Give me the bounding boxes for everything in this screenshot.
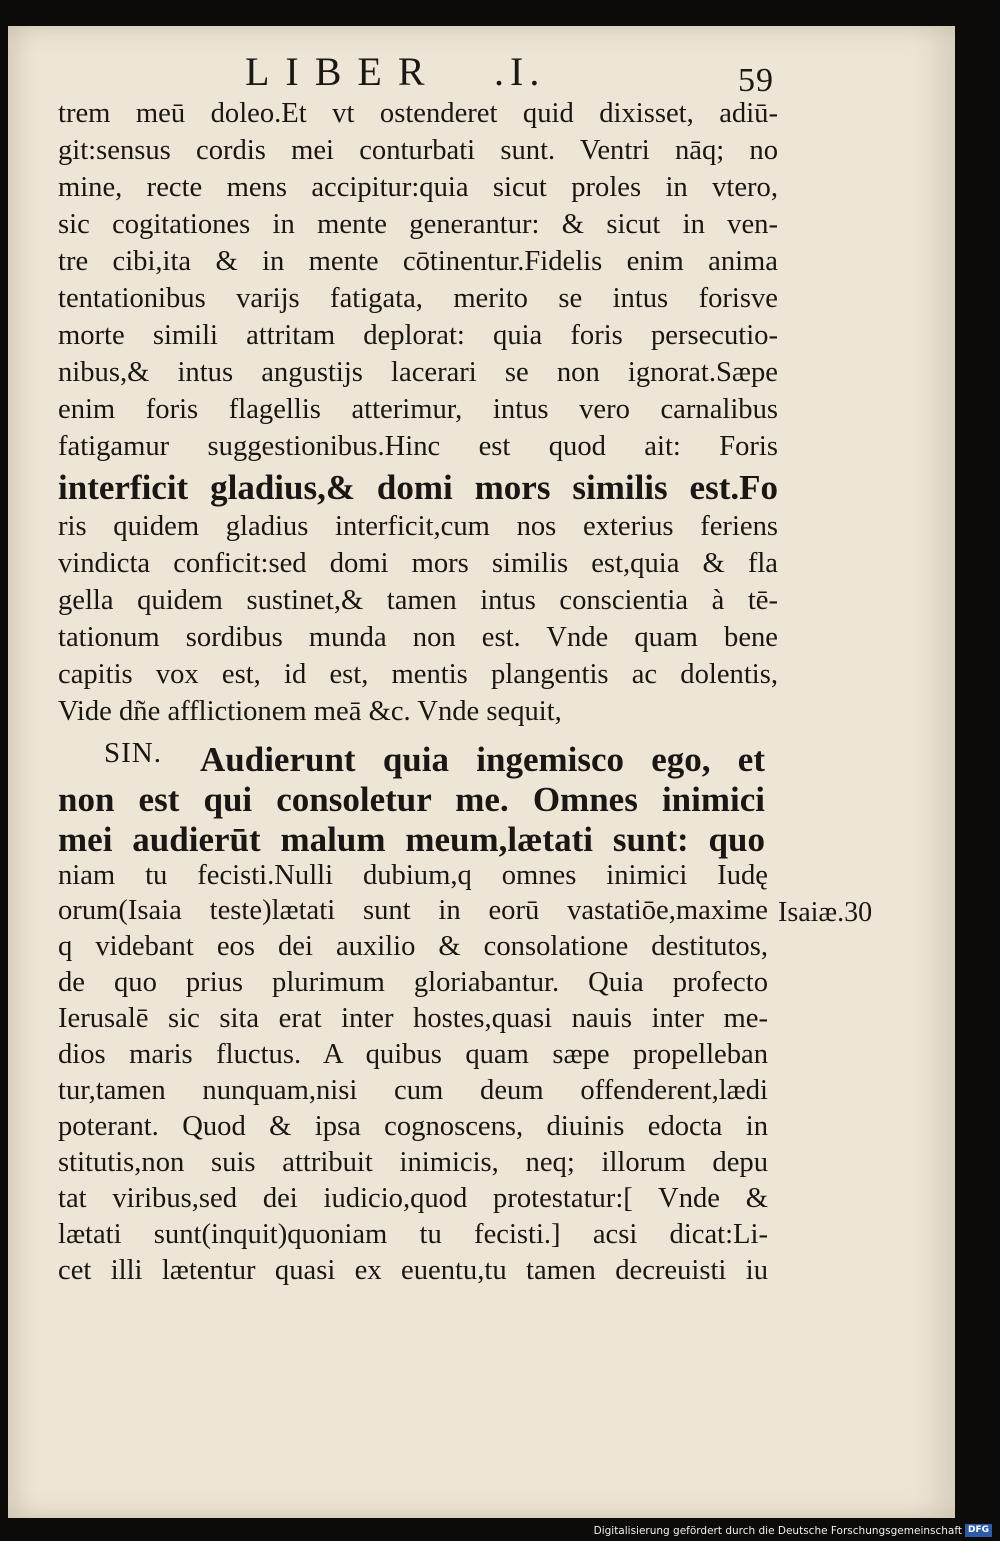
text-line: de quo prius plurimum gloriabantur. Quia profecto [58, 967, 768, 998]
text-line: capitis vox est, id est, mentis plangentis ac dolentis, [58, 659, 778, 690]
text-line: Ierusalē sic sita erat inter hostes,quasi nauis inter me- [58, 1003, 768, 1034]
text-line: gella quidem sustinet,& tamen intus conscientia à tē- [58, 585, 778, 616]
text-line: Vide dñe afflictionem meā &c. Vnde sequit, [58, 696, 562, 727]
text-line: vindicta conficit:sed domi mors similis est,quia & fla [58, 548, 778, 579]
text-line: dios maris fluctus. A quibus quam sæpe propelleban [58, 1039, 768, 1070]
page-number: 59 [738, 62, 774, 99]
text-line-mixed: niam tu fecisti.Nulli dubium,q omnes inimici Iudę [58, 860, 768, 891]
text-line-blackletter: non est qui consoletur me. Omnes inimici [58, 780, 765, 819]
text-line-blackletter: mei audierūt malum meum,lætati sunt: quo [58, 820, 765, 859]
text-line: stitutis,non suis attribuit inimicis, neq; illorum depu [58, 1147, 768, 1178]
text-line: tationum sordibus munda non est. Vnde quam bene [58, 622, 778, 653]
margin-reference: Isaiæ.30 [778, 897, 873, 928]
text-line-blackletter: interficit gladius,& domi mors similis est.Fo [58, 468, 778, 507]
text-line: trem meū doleo.Et vt ostenderet quid dixisset, adiū- [58, 98, 778, 129]
text-line: enim foris flagellis atterimur, intus vero carnalibus [58, 394, 778, 425]
text-line: lætati sunt(inquit)quoniam tu fecisti.] acsi dicat:Li- [58, 1219, 768, 1250]
running-head: LIBER [245, 49, 441, 94]
text-line: orum(Isaia teste)lætati sunt in eorū vastatiōe,maxime [58, 895, 768, 926]
text-line: sic cogitationes in mente generantur: & sicut in ven- [58, 209, 778, 240]
text-line: nibus,& intus angustijs lacerari se non ignorat.Sæpe [58, 357, 778, 388]
book-number: .I. [494, 49, 546, 94]
hebrew-letter-siglum: SIN. [104, 737, 162, 769]
digitization-credit: Digitalisierung gefördert durch die Deutsche Forschungsgemeinschaft [593, 1525, 962, 1537]
text-line: poterant. Quod & ipsa cognoscens, diuinis edocta in [58, 1111, 768, 1142]
text-line: morte simili attritam deplorat: quia foris persecutio- [58, 320, 778, 351]
text-line: tre cibi,ita & in mente cōtinentur.Fidelis enim anima [58, 246, 778, 277]
text-line: q videbant eos dei auxilio & consolatione destitutos, [58, 931, 768, 962]
text-line: cet illi lætentur quasi ex euentu,tu tamen decreuisti iu [58, 1255, 768, 1286]
text-line: mine, recte mens accipitur:quia sicut proles in vtero, [58, 172, 778, 203]
text-line: ris quidem gladius interficit,cum nos exterius feriens [58, 511, 778, 542]
text-line-blackletter: Audierunt quia ingemisco ego, et [200, 740, 765, 779]
text-line: tentationibus varijs fatigata, merito se intus forisve [58, 283, 778, 314]
text-line: fatigamur suggestionibus.Hinc est quod ait: Foris [58, 431, 778, 462]
text-line: tur,tamen nunquam,nisi cum deum offenderent,lædi [58, 1075, 768, 1106]
text-line: tat viribus,sed dei iudicio,quod protestatur:[ Vnde & [58, 1183, 768, 1214]
dfg-logo-icon: DFG [965, 1524, 992, 1537]
text-line: git:sensus cordis mei conturbati sunt. Ventri nāq; no [58, 135, 778, 166]
